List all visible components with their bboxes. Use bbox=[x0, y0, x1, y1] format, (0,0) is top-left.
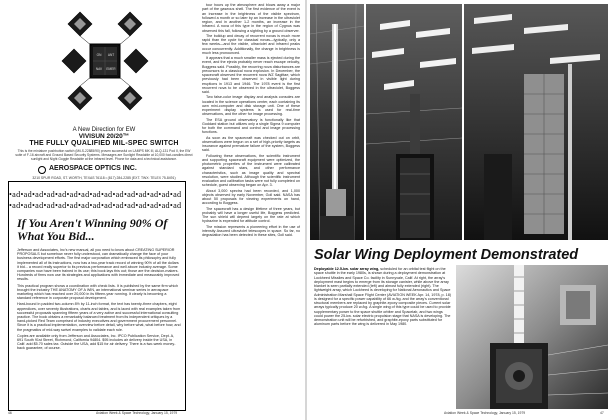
ad-paragraph: Hard-bound in padded two-column 8½ by 11-inch format, the text has twenty-three chapters, eight appendices, over seventy illustrations, charts and tables, and is laced with real examples taken from successful proposals spanning fifteen years of a very active and successful international consulting practice. The book obtains a remarkably balanced treatment from its independent critiques by a hand-picked Red Team comprised of industry executives and government procurement personnel. Since it is a practical implementation, overview before detail, why before what, what before how, and the pragmatics of mid-way swivel examples to validate each rule. bbox=[17, 302, 181, 332]
switch-label-3: NAV bbox=[95, 67, 103, 71]
photo-mast-canister bbox=[310, 4, 364, 240]
article-paragraph: The ESA ground observatory is functionally like that Goddard station but utilizes only a single Sigma 9 computer for both the command and control and image processing functions. bbox=[202, 117, 300, 135]
photo-mast-emerging bbox=[456, 265, 608, 409]
photo-mast-emerging-image bbox=[456, 265, 608, 409]
vivisun-headline: A New Direction for EW bbox=[72, 127, 136, 133]
article-paragraph: The mission represents a pioneering effort in the use of intensity Assured ultraviolet telescopes in space. So far, no degradation has been detected in these sites, Goll said. bbox=[202, 224, 300, 237]
caption-lead: Deployable 12.5-kw. solar array wing, bbox=[314, 267, 380, 271]
company-address: 3210 SPUR ROAD, ST. WORTH, TEXAS 76118 • (817) 284-2285 (EXT. TWX: TELEX 75-8491) bbox=[32, 176, 176, 180]
folio-right-number: 47 bbox=[600, 411, 604, 415]
photo-full-extension-image bbox=[464, 4, 608, 240]
article-paragraph: Two false-color image display and analysis consoles are located in the science operations center, each containing its own mini-computer and disk storage unit. One of these experiment display systems is used for real-time observations, and the other for image processing. bbox=[202, 95, 300, 117]
article-paragraph: About 3,000 spectra had been recorded, and 1,000 objects observed by early November, Goll said. NASA has about 50 proposals for viewing experiments on hand, according to Boggess. bbox=[202, 188, 300, 206]
article-paragraph: tour hours up the atmosphere and blows away a major part of the gaseous shell. The first evidence of the event is an increase in the brightness of the visible spectrum, followed a month or so later by an increase in the ultraviolet region, and in another 1-2 months, an increase in the infrared. A nova of this type in the region of Cygnus was observed this fall, following a sighting by a ground observer. bbox=[202, 3, 300, 33]
right-page bbox=[306, 0, 612, 420]
article-paragraph: The spacecraft has a design lifetime of three years, but probably will have a longer useful life, Boggess predicted. The sun shield will depend largely on the rate at which hydrazine is expended for attitude control. bbox=[202, 206, 300, 224]
article-paragraph: It appears that a much smaller mass is ejected during the event, and the ejecta probably never reach escape velocity, Boggess said. Possibly, the recurring nova disturbances are precursors to a classical nova explosion. In December, the spacecraft observed the recurrent nova WZ Sagittae, which previously had been observed in visible light during eruptions in 1913 and 1946. The 1978 event is the first recurrent nova to be observed in the ultraviolet, Boggess said. bbox=[202, 56, 300, 94]
company-name: AEROSPACE OPTICS INC. bbox=[49, 165, 137, 172]
proposal-manual-ad bbox=[8, 181, 186, 411]
article-paragraph: The buildup and decay of recurrent novas is much more rapid than the cycle for classical novas—typically, only a few weeks—and the visible, ultraviolet and infrared peaks occur concurrently. Additionally, the change in brightness is much less pronounced. bbox=[202, 33, 300, 55]
article-title: Solar Wing Deployment Demonstrated bbox=[314, 247, 579, 263]
photo-mast-canister-image bbox=[310, 4, 364, 240]
logo-mark-icon bbox=[38, 166, 46, 174]
switch-label-2: ANT bbox=[107, 53, 115, 57]
switch-label-4: EMER bbox=[106, 67, 116, 71]
folio-left: Aviation Week & Space Technology, January 15, 1979 bbox=[96, 411, 178, 415]
photo-full-extension bbox=[464, 4, 608, 240]
ad-paragraph: Copies are available only from Jefferson and Associates, Inc. IPCO Publication Service, Dept. A, 691 South 91st Street, Richmond, California 94804. $95 includes air delivery inside the USA, in Calif. add $5.70 sales tax. Outside the USA, add $15 for air delivery. There is a two-week money-back guarantee, of course. bbox=[17, 333, 176, 351]
folio-right: Aviation Week & Space Technology, January 15, 1979 bbox=[444, 411, 526, 415]
photo-partial-extension-image bbox=[366, 4, 462, 240]
ad-headline: If You Aren't Winning 90% Of What You Bid... bbox=[17, 216, 168, 243]
switch-label-1: ON bbox=[96, 53, 102, 57]
ad-strip-second: •ad•ad•ad•ad•ad•ad•ad•ad•ad•ad•ad•ad•ad•ad•ad bbox=[9, 201, 182, 210]
ad-strip-top: •ad•ad•ad•ad•ad•ad•ad•ad•ad•ad•ad•ad•ad•ad•ad bbox=[9, 190, 182, 199]
article-paragraph: Following these observations, the scientific instrument and supporting spacecraft equipment were optimized, the photometric properties of the instrument were calibrated against standard stars, and other performance characteristics, such as image quality and spectral resolution, were studied. Although the scientific instrument evaluation and calibration tasks were not fully completed on schedule, guest observing began on Apr. 3. bbox=[202, 153, 300, 188]
vivisun-switch-illustration bbox=[60, 6, 150, 116]
article-paragraph: As soon as the spacecraft was checked out on orbit, observations were begun on a set of high-priority targets as insurance against premature failure of the system, Boggess said. bbox=[202, 135, 300, 153]
photo-caption bbox=[314, 267, 452, 327]
ad-body bbox=[17, 248, 181, 353]
vivisun-body: This is the miniature pushbutton switch (Mil-S-22885/90) proven successful on LAMPS MK III, ALQ-131 Pod II, the EW suite of F-16 aircraft and Ground Based Security Systems. Messages are Sunlight Readable at 10,000 foot-candles direct sunlight and Night Goggle Readable at the infrared level. Phone for data and a technical assistance. bbox=[15, 149, 193, 161]
ad-paragraph: Jefferson and Associates, Inc's new manual, all you need to know about CREATING SUPERIOR PROPOSALS but somehow never fully understood, can dramatically change the face of your business development efforts. The first major corporation which embraced its philosophy and fully implemented all of its instructions, now has a two-year track record of winning 90% of all the dollars it bid... a record really superior to its previous performance and well above industry average. Some companies now have been trained in its use; this book lays this out; those are the decision-makers. Hundreds of firms now use its strategies and applications with immediate and measurably improved results. bbox=[17, 248, 180, 282]
ad-paragraph: This practical program shows a coordination with check lists. It is published by the same firm which brought the industry THE ANATOMY OF A WIN, an international seminar series in aerospace marketing which has reached over 20,000 in its fifteen-year running. It clearly is becoming a standard reference in corporate proposal development. bbox=[17, 283, 179, 301]
article-column bbox=[202, 3, 300, 407]
photo-partial-extension bbox=[366, 4, 462, 240]
folio-left-number: 46 bbox=[8, 411, 12, 415]
caption-text: scheduled for an orbital test flight on the space shuttle in the early 1980s, is shown during a deployment demonstration at Lockheed Missiles and Space Co. facility in Sunnyvale, Calif. At right, the array's deployment mast begins to emerge from its storage canister, while above the array blanket is seen partially extended (left) and almost fully extended (right). The lightweight array, which Lockheed is developing for National Aeronautics and Space Administration Marshall Space Flight Center (AVIATION WEEK Apr. 14, 1978, p. 18) is designed for a specific power capability of 66 w./kg. and the array's conventional structural members are replaced by graphite-epoxy composite pieces. Current solar arrays typically produce 20 w./kg. A single wing of this type could be used to provide supplementary power to the space shuttle orbiter and Spacelab, and two wings could power the 25-kw. solar electric propulsion stage that NASA is developing. The demonstration unit will be refurbished, and graphite-epoxy parts substituted for aluminum parts before the wing is delivered in May 1980. bbox=[314, 267, 451, 327]
aerospace-optics-logo bbox=[38, 165, 188, 175]
vivisun-subtitle: THE FULLY QUALIFIED MIL-SPEC SWITCH bbox=[29, 140, 179, 147]
vivisun-title: VIVISUN 20/20™ bbox=[78, 133, 130, 140]
